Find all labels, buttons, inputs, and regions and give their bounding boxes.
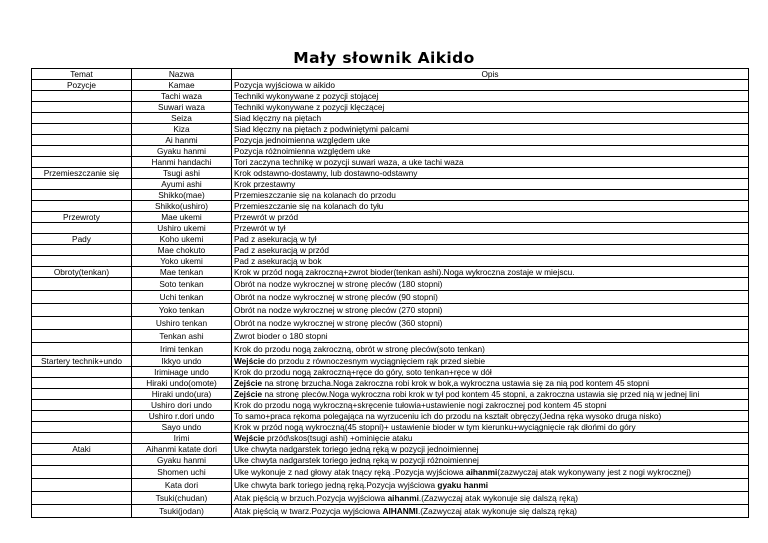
row-category [32,400,132,411]
row-description-text: na stronę pleców.Noga wykroczna robi krok w tył pod kontem 45 stopni, a zakroczna ustawia się przed nią w jednej lini [262,389,700,399]
row-category [32,466,132,479]
row-description-text: Obrót na nodze wykrocznej w stronę pleców (180 stopni) [234,279,443,289]
row-description-text: Pozycja różnoimienna względem uke [234,146,371,156]
row-category [32,102,132,113]
row-category [32,479,132,492]
row-name: Irimi [132,433,232,444]
row-description [232,455,749,466]
table-row [32,389,749,400]
table-row [32,102,749,113]
row-name: Hiraki undo(ura) [132,389,232,400]
row-name: Hiraki undo(omote) [132,378,232,389]
row-description-text: Pad z asekuracją w bok [234,256,322,266]
table-row [32,378,749,389]
row-name: Ayumi ashi [132,179,232,190]
row-name: Ushiro r.dori undo [132,411,232,422]
row-category [32,433,132,444]
row-name: Ai hanmi [132,135,232,146]
row-description-text: Uke chwyta nadgarstek toriego jedną ręką w pozycji jednoimiennej [234,444,479,454]
table-row [32,124,749,135]
row-category [32,190,132,201]
row-category [32,455,132,466]
row-description [232,80,749,91]
row-description-text: To samo+praca rękoma polegająca na wyrzuceniu ich do przodu na kształt obręczy(Jedna ręka wysoko druga nisko) [234,411,662,421]
row-description [232,411,749,422]
row-name: Uchi tenkan [132,291,232,304]
table-row [32,256,749,267]
row-description [232,291,749,304]
table-header-row [32,69,749,80]
table-body [32,80,749,518]
row-name: Yoko tenkan [132,304,232,317]
row-name: Ushiro ukemi [132,223,232,234]
row-name: Tsuki(jodan) [132,505,232,518]
row-category [32,505,132,518]
table-row [32,267,749,278]
row-category [32,113,132,124]
row-category: Przemieszczanie się [32,168,132,179]
row-category [32,330,132,343]
row-description [232,330,749,343]
row-category [32,179,132,190]
table-row [32,157,749,168]
table-row [32,492,749,505]
row-description [232,201,749,212]
row-description [232,212,749,223]
table-row [32,168,749,179]
row-category [32,201,132,212]
row-name: Suwari waza [132,102,232,113]
row-name: Kata dori [132,479,232,492]
row-description-text: Tori zaczyna technikę w pozycji suwari waza, a uke tachi waza [234,157,464,167]
row-name: Kiza [132,124,232,135]
table-row [32,343,749,356]
row-category [32,343,132,356]
row-description-text: Atak pięścią w twarz.Pozycja wyjściowa [234,506,383,516]
row-description [232,422,749,433]
row-name: Koho ukemi [132,234,232,245]
row-name: Ikkyo undo [132,356,232,367]
row-name: Aihanmi katate dori [132,444,232,455]
row-name: Yoko ukemi [132,256,232,267]
row-category [32,367,132,378]
row-name: Shikko(mae) [132,190,232,201]
row-description-text: Uke chwyta bark toriego jedną ręką.Pozycja wyjściowa [234,480,438,490]
row-description-text: Zwrot bioder o 180 stopni [234,331,328,341]
row-description [232,378,749,389]
row-description-bold: aihanmi [465,467,498,477]
dictionary-table [31,68,749,518]
row-name: Soto tenkan [132,278,232,291]
row-description-text: Pozycja jednoimienna względem uke [234,135,371,145]
row-description [232,505,749,518]
header-name: Nazwa [132,69,232,80]
row-description-text: Krok w przód nogą zakroczną+zwrot bioder(tenkan ashi).Noga wykroczna zostaje w miejscu. [234,267,575,277]
row-description-text: Krok odstawno-dostawny, lub dostawno-odstawny [234,168,418,178]
row-description-lead: Zejście [234,378,263,388]
row-description-text: Pad z asekuracją w przód [234,245,330,255]
row-description [232,278,749,291]
row-description-text: na stronę brzucha.Noga zakroczna robi krok w bok,a wykroczna ustawia się za nią pod kontem 45 stopni [262,378,650,388]
row-category [32,304,132,317]
row-category: Startery technik+undo [32,356,132,367]
row-description [232,157,749,168]
row-description [232,466,749,479]
row-name: Mae tenkan [132,267,232,278]
row-name: Gyaku hanmi [132,455,232,466]
row-description-tail: (zazwyczaj atak wykonywany jest z nogi wykrocznej) [497,467,691,477]
table-row [32,212,749,223]
row-description-text: Krok do przodu nogą zakroczną, obrót w stronę pleców(soto tenkan) [234,344,485,354]
row-category: Obroty(tenkan) [32,267,132,278]
row-description [232,400,749,411]
row-description-text: Przewrót w przód [234,212,299,222]
row-description [232,135,749,146]
row-description-lead: Zejście [234,389,263,399]
row-description [232,304,749,317]
row-category [32,317,132,330]
table-row [32,317,749,330]
row-description [232,91,749,102]
row-description-text: przód\skos(tsugi ashi) +ominięcie ataku [264,433,413,443]
table-row [32,179,749,190]
row-category [32,157,132,168]
row-description-text: Pad z asekuracją w tył [234,234,317,244]
row-description [232,245,749,256]
row-description [232,124,749,135]
row-description [232,179,749,190]
row-category [32,223,132,234]
table-row [32,304,749,317]
row-description-text: Techniki wykonywane z pozycji stojącej [234,91,379,101]
row-description [232,267,749,278]
table-row [32,91,749,102]
table-row [32,80,749,91]
row-name: Hanmi handachi [132,157,232,168]
table-row [32,367,749,378]
row-category: Pady [32,234,132,245]
row-category [32,378,132,389]
row-description-text: Krok do przodu nogą zakroczną+ręce do góry, soto tenkan+ręce w dół [234,367,492,377]
table-row [32,411,749,422]
header-description: Opis [232,69,749,80]
row-description-text: Uke wykonuje z nad głowy atak tnący ręką .Pozycja wyjściowa [234,467,466,477]
row-description [232,168,749,179]
table-row [32,234,749,245]
row-name: Seiza [132,113,232,124]
row-description-text: Obrót na nodze wykrocznej w stronę pleców (360 stopni) [234,318,443,328]
row-description [232,389,749,400]
row-description [232,343,749,356]
row-name: Shikko(ushiro) [132,201,232,212]
table-row [32,505,749,518]
row-name: Kamae [132,80,232,91]
row-description-text: Przewrót w tył [234,223,286,233]
row-category: Pozycje [32,80,132,91]
table-row [32,479,749,492]
row-description-tail: .(Zazwyczaj atak wykonuje się dalszą ręką) [418,493,579,503]
table-row [32,433,749,444]
table-row [32,455,749,466]
row-description [232,102,749,113]
table-row [32,466,749,479]
row-description-text: Uke chwyta nadgarstek toriego jedną ręką w pozycji różnoimiennej [234,455,479,465]
row-description-bold: gyaku hanmi [437,480,489,490]
row-category [32,91,132,102]
row-description [232,356,749,367]
table-row [32,278,749,291]
row-description [232,190,749,201]
row-name: Sayo undo [132,422,232,433]
row-category [32,245,132,256]
row-category [32,492,132,505]
table-row [32,356,749,367]
table-row [32,146,749,157]
table-row [32,135,749,146]
row-description-text: Przemieszczanie się na kolanach do tyłu [234,201,384,211]
table-row [32,201,749,212]
row-description-lead: Wejście [234,433,265,443]
row-category [32,146,132,157]
row-description-bold: AIHANMI [382,506,418,516]
header-category: Temat [32,69,132,80]
row-name: Shomen uchi [132,466,232,479]
row-description [232,492,749,505]
row-description-text: Obrót na nodze wykrocznej w stronę pleców (270 stopni) [234,305,443,315]
row-description-text: Atak pięścią w brzuch.Pozycja wyjściowa [234,493,388,503]
row-name: Tsuki(chudan) [132,492,232,505]
row-description [232,223,749,234]
row-description-bold: aihanmi [387,493,419,503]
row-category [32,135,132,146]
row-description [232,317,749,330]
row-description-text: Pozycja wyjściowa w aikido [234,80,335,90]
row-description-tail: .(Zazwyczaj atak wykonuje się dalszą ręką) [417,506,578,516]
row-description-text: Przemieszczanie się na kolanach do przodu [234,190,396,200]
row-category [32,422,132,433]
page-title: Mały słownik Aikido [293,49,475,67]
row-description-lead: Wejście [234,356,265,366]
row-category [32,256,132,267]
row-name: Irimінage undo [132,367,232,378]
row-description [232,367,749,378]
table-row [32,330,749,343]
table-row [32,422,749,433]
table-row [32,190,749,201]
row-description-text: Siad klęczny na piętach [234,113,322,123]
row-category [32,291,132,304]
row-description [232,433,749,444]
row-category: Przewroty [32,212,132,223]
row-name: Tsugi ashi [132,168,232,179]
row-description [232,479,749,492]
row-name: Ushiro dori undo [132,400,232,411]
row-name: Ushiro tenkan [132,317,232,330]
row-name: Irimi tenkan [132,343,232,356]
table-row [32,245,749,256]
row-description [232,256,749,267]
table-row [32,400,749,411]
row-description-text: Krok do przodu nogą wykroczną+skręcenie tułowia+ustawienie nogi zakrocznej pod kontem 45 stopni [234,400,607,410]
row-name: Tenkan ashi [132,330,232,343]
row-category [32,389,132,400]
row-description-text: Siad klęczny na piętach z podwiniętymi palcami [234,124,409,134]
row-description-text: do przodu z równoczesnym wyciągnięciem rąk przed siebie [264,356,486,366]
row-category [32,411,132,422]
table-row [32,291,749,304]
row-description [232,234,749,245]
row-description-text: Obrót na nodze wykrocznej w stronę pleców (90 stopni) [234,292,438,302]
table-row [32,113,749,124]
row-description-text: Krok przestawny [234,179,296,189]
row-description [232,444,749,455]
row-category: Ataki [32,444,132,455]
row-category [32,124,132,135]
table-row [32,223,749,234]
row-description [232,146,749,157]
row-description-text: Krok w przód nogą wykroczną(45 stopni)+ ustawienie bioder w tym kierunku+wyciągnięcie rąk dłońmi do góry [234,422,636,432]
row-name: Tachi waza [132,91,232,102]
row-name: Mae chokuto [132,245,232,256]
row-description-text: Techniki wykonywane z pozycji klęczącej [234,102,385,112]
row-name: Mae ukemi [132,212,232,223]
row-category [32,278,132,291]
row-description [232,113,749,124]
table-row [32,444,749,455]
row-name: Gyaku hanmi [132,146,232,157]
